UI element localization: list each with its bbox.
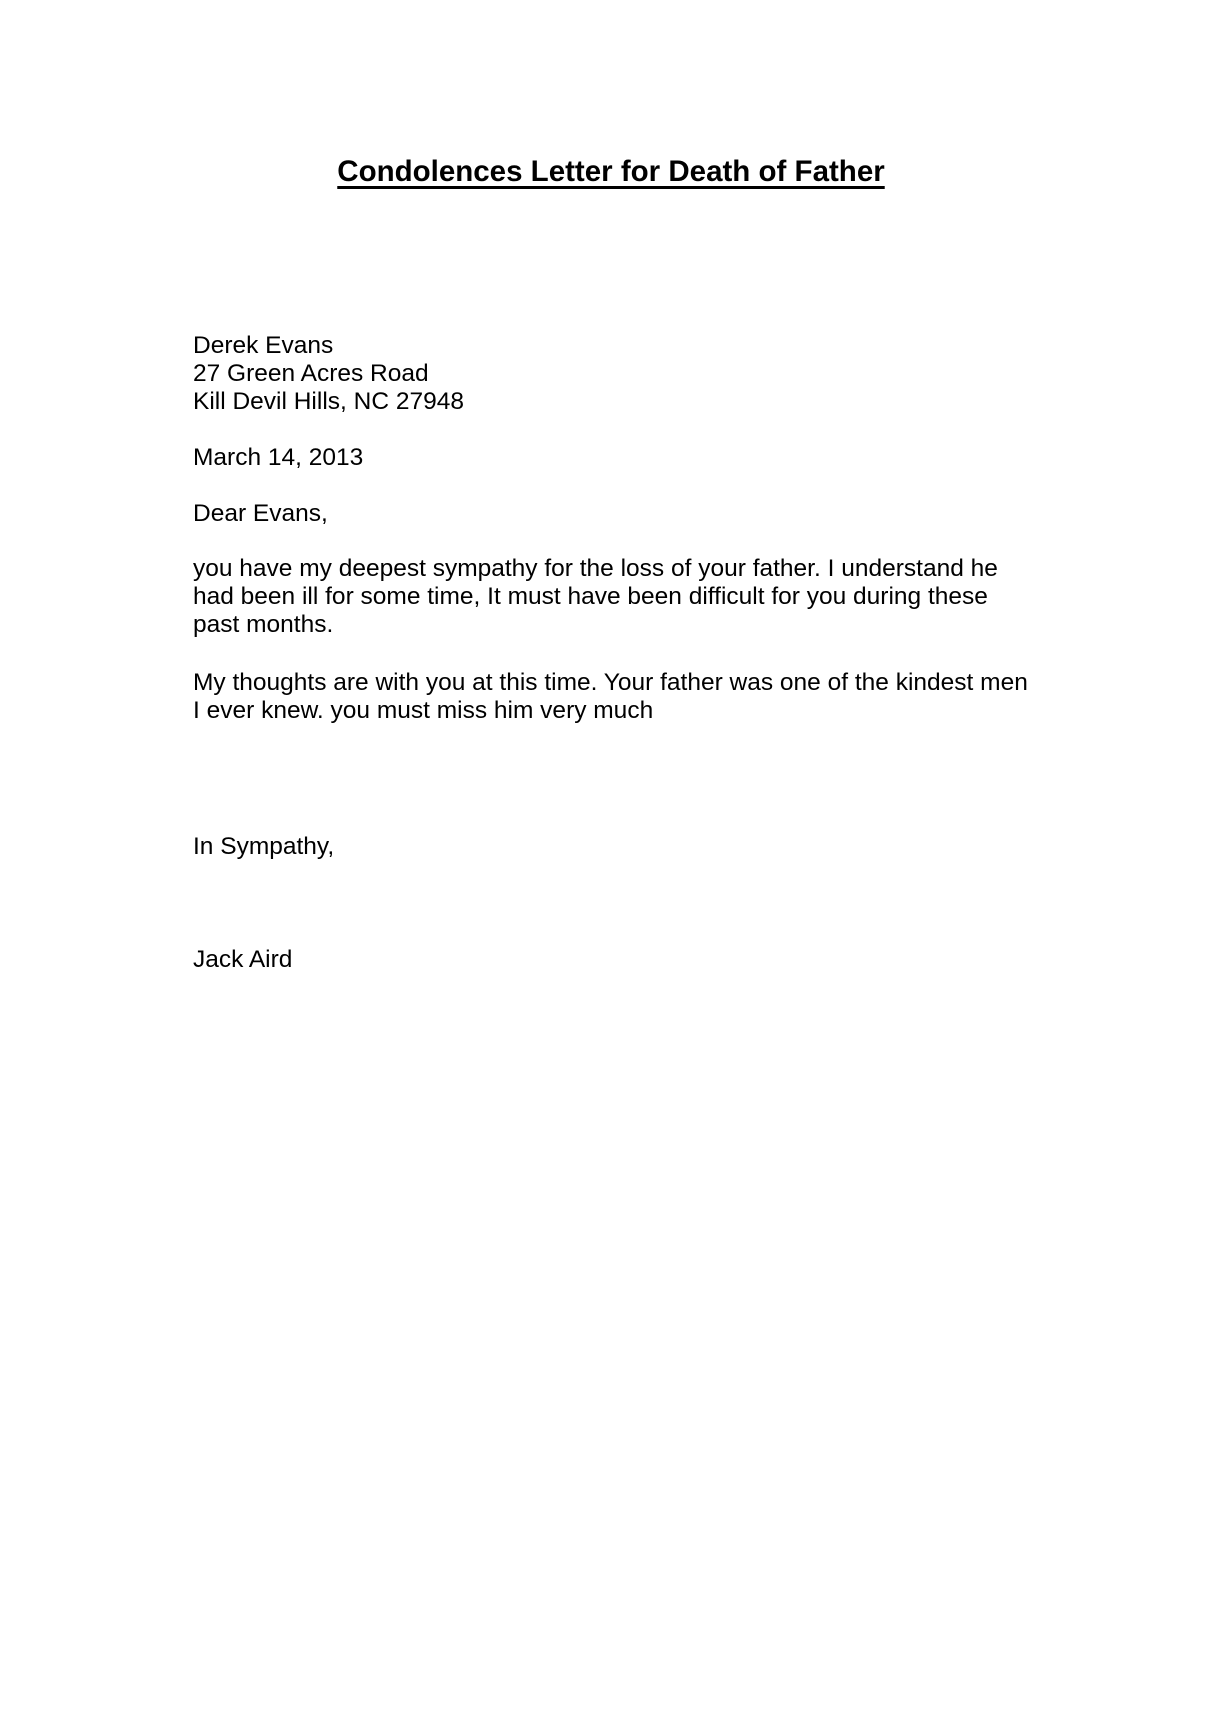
recipient-name: Derek Evans	[193, 332, 334, 359]
paragraph-line: had been ill for some time, It must have been difficult for you during these	[193, 583, 988, 610]
salutation: Dear Evans,	[193, 500, 328, 527]
letter-date: March 14, 2013	[193, 444, 364, 471]
closing: In Sympathy,	[193, 833, 335, 860]
paragraph-line: past months.	[193, 611, 334, 638]
paragraph-line: you have my deepest sympathy for the loss of your father. I understand he	[193, 555, 998, 582]
paragraph-line: I ever knew. you must miss him very much	[193, 697, 654, 724]
document-title: Condolences Letter for Death of Father	[337, 155, 885, 188]
signature: Jack Aird	[193, 946, 293, 973]
recipient-city-state-zip: Kill Devil Hills, NC 27948	[193, 388, 464, 415]
recipient-street: 27 Green Acres Road	[193, 360, 429, 387]
paragraph-line: My thoughts are with you at this time. Your father was one of the kindest men	[193, 669, 1028, 696]
